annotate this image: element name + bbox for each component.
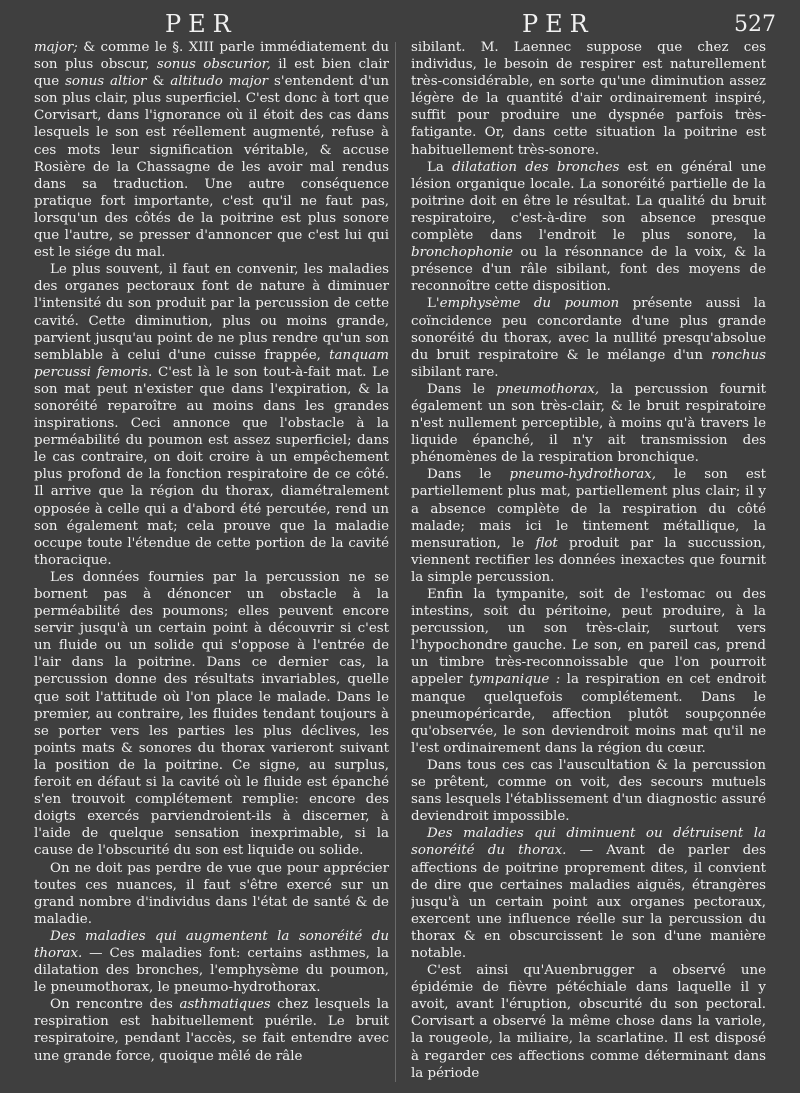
paragraph: C'est ainsi qu'Auenbrugger a observé une épidémie de fièvre pétéchiale dans laquelle il y avoit, avant l'éruption, obscurité du son pectoral. Corvisart a observé la même chose dans la variole, la rougeole, la miliaire, la scarlatine. Il est disposé à regarder ces affections comme déterminant dans la période [411, 963, 766, 1081]
paragraph: La dilatation des bronches est en général une lésion organique locale. La sonoréité partielle de la poitrine doit en être le résultat. La qualité du bruit respiratoire, c'est-à-dire son absence presque complète dans l'endroit le plus sonore, la bronchophonie ou la résonnance de la voix, & la présence d'un râle sibilant, font des moyens de reconnoître cette disposition. [411, 159, 766, 295]
italic-term: sonus altior [65, 74, 147, 90]
italic-term: asthmatiques [179, 997, 271, 1013]
paragraph: Le plus souvent, il faut en convenir, les maladies des organes pectoraux font de nature à diminuer l'intensité du son produit par la percussion de cette cavité. Cette diminution, plus ou moins grande, parvient jusqu'au point de ne plus rendre qu'un son semblable à celui d'une cuisse frappée, tanquam percussi femoris. C'est là le son tout-à-fait mat. Le son mat peut n'exister que dans l'expiration, & la sonoréité reparoître au moins dans les grandes inspirations. Ceci annonce que l'obstacle à la perméabilité du poumon est assez superficiel; dans le cas contraire, on doit croire à un empêchement plus profond de la fonction respiratoire de ce côté. Il arrive que la région du thorax, diamétralement opposée à celle qui a d'abord été percutée, rend un son également mat; cela prouve que la maladie occupe toute l'étendue de cette portion de la cavité thoracique. [34, 262, 389, 568]
italic-term: pneumo-hydrothorax, [509, 467, 656, 483]
italic-term: flot [535, 535, 558, 551]
section-heading: Des maladies qui augmentent la sonoréité du thorax. [34, 928, 389, 961]
paragraph: major; & comme le §. XIII parle immédiatement du son plus obscur, sonus obscurior, il est bien clair que sonus altior & altitudo major s'entendent d'un son plus clair, plus superficiel. C'est donc à tort que Corvisart, dans l'ignorance où il étoit des cas dans lesquels le son est réellement augmenté, refuse à ces mots leur signification véritable, & accuse Rosière de la Chassagne de les avoir mal rendus dans sa traduction. Une autre conséquence pratique fort importante, c'est qu'il ne faut pas, lorsqu'un des côtés de la poitrine est plus sonore que l'autre, se presser d'annoncer que c'est lui qui est le siége du mal. [34, 40, 389, 261]
italic-term: sonus obscurior, [156, 57, 271, 73]
italic-term: dilatation des bronches [452, 159, 620, 175]
paragraph: Dans tous ces cas l'auscultation & la percussion se prêtent, comme on voit, des secours mutuels sans lesquels l'établissement d'un diagnostic assuré deviendroit impossible. [411, 757, 766, 825]
paragraph: Les données fournies par la percussion ne se bornent pas à dénoncer un obstacle à la perméabilité des poumons; elles peuvent encore servir jusqu'à un certain point à découvrir si c'est un fluide ou un solide qui s'oppose à l'entrée de l'air dans la poitrine. Dans ce dernier cas, la percussion donne des résultats invariables, quelle que soit l'attitude où l'on place le malade. Dans le premier, au contraire, les fluides tendant toujours à se porter vers les parties les plus déclives, les points mats & sonores du thorax varieront suivant la position de la poitrine. Ce signe, au surplus, feroit en défaut si la cavité où le fluide est épanché s'en trouvoit complétement remplie: encore des doigts exercés parviendroient-ils à discerner, à l'aide de quelque sensation inexprimable, si la cause de l'obscurité du son est liquide ou solide. [34, 569, 389, 859]
italic-term: ronchus [711, 347, 766, 363]
italic-term: emphysème du poumon [439, 296, 620, 312]
page-number: 527 [734, 12, 776, 37]
italic-term: altitudo major [170, 74, 269, 90]
italic-term: pneumothorax, [496, 381, 600, 397]
right-column [411, 39, 766, 1089]
italic-term: tanquam percussi femoris. [34, 347, 389, 380]
paragraph: Enfin la tympanite, soit de l'estomac ou des intestins, soit du péritoine, peut produire, à la percussion, un son très-clair, surtout vers l'hypochondre gauche. Le son, en pareil cas, prend un timbre très-reconnoissable que l'on pourroit appeler tympanique : la respiration en cet endroit manque quelquefois complétement. Dans le pneumopéricarde, affection plutôt soupçonnée qu'observée, le son deviendroit moins mat qu'il ne l'est ordinairement dans la région du cœur. [411, 587, 766, 756]
section-heading-paragraph: Des maladies qui diminuent ou détruisent la sonoréité du thorax. — Avant de parler des affections de poitrine proprement dites, il convient de dire que certaines maladies aiguës, étrangères jusqu'à un certain point aux organes pectoraux, exercent une influence réelle sur la percussion du thorax & en obscurcissent le son d'une manière notable. [411, 826, 766, 961]
section-heading: Des maladies qui diminuent ou détruisent la sonoréité du thorax. [411, 826, 766, 859]
paragraph: sibilant. M. Laennec suppose que chez ces individus, le besoin de respirer est naturellement très-considérable, en sorte qu'une diminution assez légère de la quantité d'air ordinairement inspiré, suffit pour produire une dyspnée parfois très-fatigante. Or, dans cette situation la poitrine est habituellement très-sonore. [411, 40, 766, 158]
running-head-left: PER [165, 10, 238, 38]
column-divider [395, 42, 396, 1082]
left-column [34, 39, 389, 1089]
paragraph: L'emphysème du poumon présente aussi la coïncidence peu concordante d'une plus grande sonoréité du thorax, avec la nullité presqu'absolue du bruit respiratoire & le mélange d'un ronchus sibilant rare. [411, 296, 766, 380]
italic-term: tympanique : [469, 672, 561, 688]
section-heading-paragraph: Des maladies qui augmentent la sonoréité du thorax. — Ces maladies font: certains asthmes, la dilatation des bronches, l'emphysème du poumon, le pneumothorax, le pneumo-hydrothorax. [34, 928, 389, 996]
paragraph: Dans le pneumo-hydrothorax, le son est partiellement plus mat, partiellement plus clair; il y a absence complète de la respiration du côté malade; mais ici le tintement métallique, la mensuration, le flot produit par la succussion, viennent rectifier les données inexactes que fournit la simple percussion. [411, 467, 766, 585]
paragraph: On rencontre des asthmatiques chez lesquels la respiration est habituellement puérile. Le bruit respiratoire, pendant l'accès, se fait entendre avec une grande force, quoique mêlé de râle [34, 997, 389, 1064]
running-head-right: PER [522, 10, 595, 38]
italic-term: bronchophonie [411, 245, 513, 261]
italic-term: major; [34, 40, 78, 55]
paragraph: Dans le pneumothorax, la percussion fournit également un son très-clair, & le bruit respiratoire n'est nullement perceptible, à moins qu'à travers le liquide épanché, il n'y ait transmission des phénomènes de la respiration bronchique. [411, 381, 766, 466]
running-head [0, 6, 800, 40]
paragraph: On ne doit pas perdre de vue que pour apprécier toutes ces nuances, il faut s'être exercé sur un grand nombre d'individus dans l'état de santé & de maladie. [34, 860, 389, 927]
